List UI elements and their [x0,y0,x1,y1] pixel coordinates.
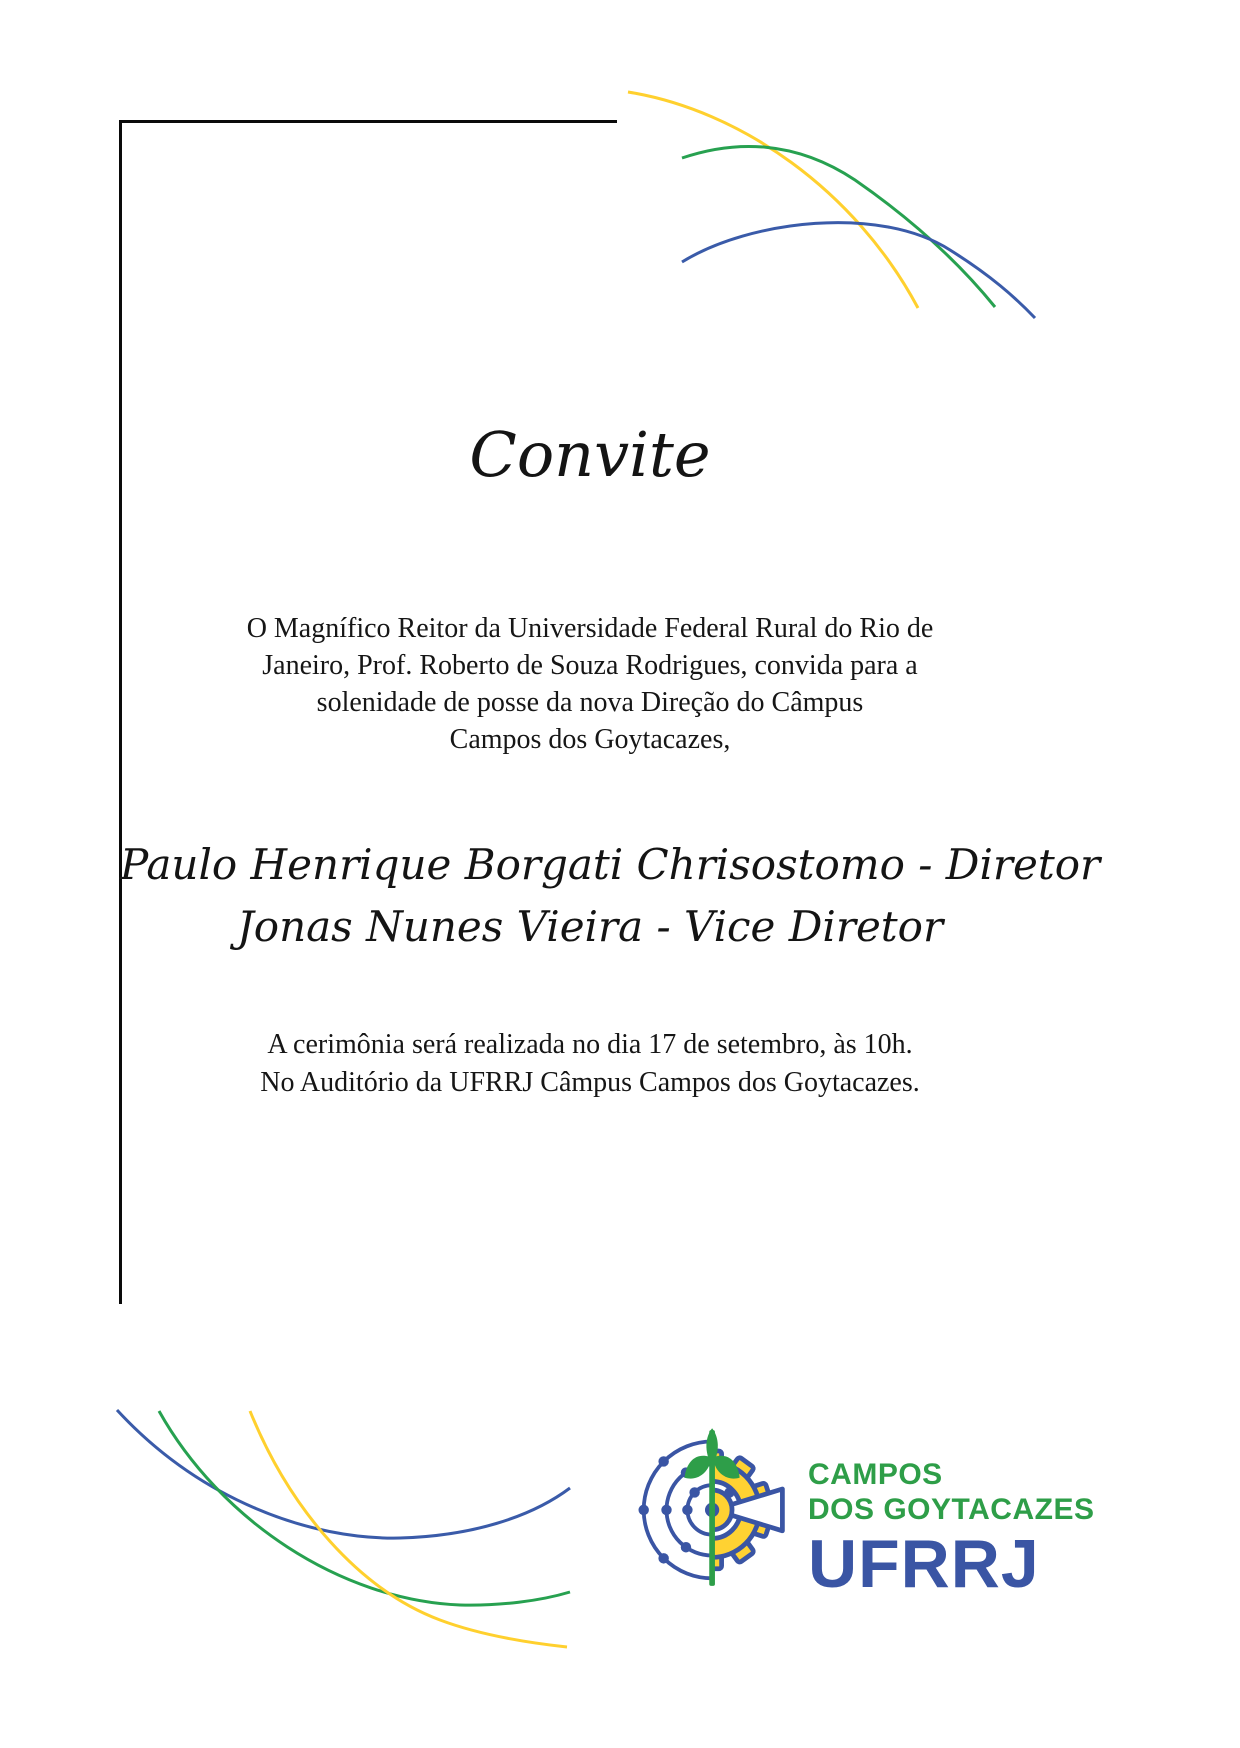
arc-blue [682,223,1035,318]
top-right-decorative-arcs [600,75,1240,345]
invitation-title: Convite [469,418,711,491]
ceremony-line-1: A cerimônia será realizada no dia 17 de setembro, às 10h. [267,1029,913,1060]
arc-yellow [628,92,918,308]
intro-line-2: Janeiro, Prof. Roberto de Souza Rodrigues, convida para a [262,650,918,681]
honoree-line-director: Paulo Henrique Borgati Chrisostomo - Diretor [120,840,1101,889]
arc-green [159,1411,570,1605]
logo-text-block [808,1458,1095,1602]
intro-line-4: Campos dos Goytacazes, [449,724,731,755]
intro-paragraph [120,610,1060,758]
logo-campus-line2: DOS GOYTACAZES [808,1493,1095,1526]
frame-border-top [119,120,617,123]
honoree-line-vice-director: Jonas Nunes Vieira - Vice Diretor [236,902,944,951]
ceremony-block [120,1026,1060,1102]
bottom-left-decorative-arcs [80,1390,580,1660]
ufrrj-campus-logo [638,1426,1095,1602]
ufrrj-campos-emblem-icon [638,1426,790,1590]
honorees-block [120,834,1101,958]
logo-campus-line1: CAMPOS [808,1458,943,1491]
ceremony-line-2: No Auditório da UFRRJ Câmpus Campos dos Goytacazes. [260,1067,920,1098]
logo-acronym: UFRRJ [808,1526,1040,1602]
intro-line-3: solenidade de posse da nova Direção do Câmpus [316,687,864,718]
intro-line-1: O Magnífico Reitor da Universidade Federal Rural do Rio de [246,613,934,644]
arc-yellow [250,1411,567,1647]
arc-blue [117,1410,570,1538]
arc-green [682,146,995,307]
